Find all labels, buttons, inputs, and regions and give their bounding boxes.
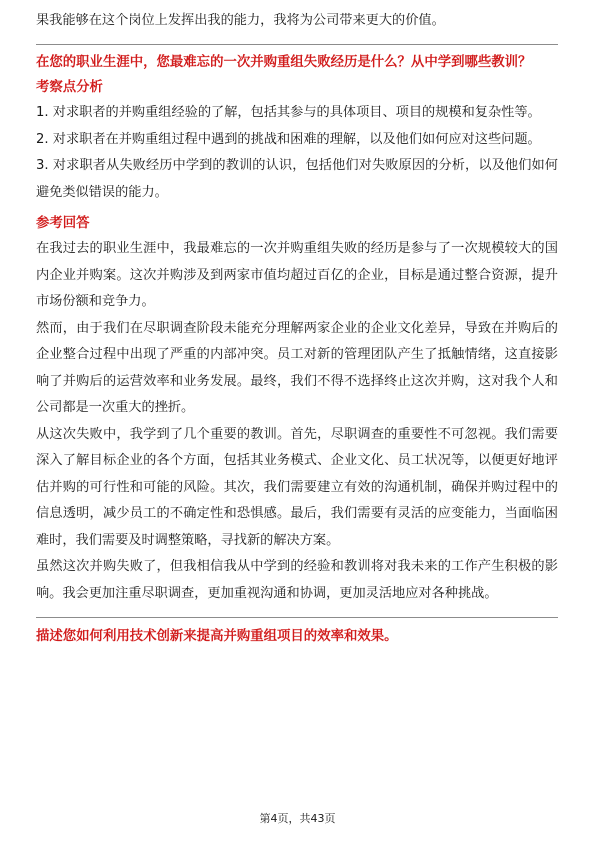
answer-body (36, 236, 558, 607)
page-content (36, 8, 558, 648)
page-number: 第4页，共43页 (259, 812, 336, 825)
previous-answer-tail: 果我能够在这个岗位上发挥出我的能力，我将为公司带来更大的价值。 (36, 13, 445, 28)
divider-bottom (36, 617, 558, 618)
analysis-heading: 考察点分析 (36, 80, 103, 95)
analysis-list (36, 100, 558, 206)
answer-heading: 参考回答 (36, 216, 90, 231)
analysis-item: 2. 对求职者在并购重组过程中遇到的挑战和困难的理解，以及他们如何应对这些问题。 (36, 131, 541, 147)
question-title: 在您的职业生涯中，您最难忘的一次并购重组失败经历是什么？从中学到哪些教训？ (36, 54, 532, 70)
answer-paragraph: 然而，由于我们在尽职调查阶段未能充分理解两家企业的企业文化差异，导致在并购后的企业整合过程中出现了严重的内部冲突。员工对新的管理团队产生了抵触情绪，这直接影响了并购后的运营效率和业务发展。最终，我们不得不选择终止这次并购，这对我个人和公司都是一次重大的挫折。 (36, 320, 558, 415)
divider-top (36, 44, 558, 45)
analysis-item: 1. 对求职者的并购重组经验的了解，包括其参与的具体项目、项目的规模和复杂性等。 (36, 105, 541, 120)
answer-paragraph: 虽然这次并购失败了，但我相信我从中学到的经验和教训将对我未来的工作产生积极的影响。我会更加注重尽职调查，更加重视沟通和协调，更加灵活地应对各种挑战。 (36, 559, 558, 601)
next-question-title: 描述您如何利用技术创新来提高并购重组项目的效率和效果。 (36, 629, 398, 644)
analysis-item: 3. 对求职者从失败经历中学到的教训的认识，包括他们对失败原因的分析，以及他们如何避免类似错误的能力。 (36, 158, 558, 200)
answer-paragraph: 从这次失败中，我学到了几个重要的教训。首先，尽职调查的重要性不可忽视。我们需要深入了解目标企业的各个方面，包括其业务模式、企业文化、员工状况等，以便更好地评估并购的可行性和可能的风险。其次，我们需要建立有效的沟通机制，确保并购过程中的信息透明，减少员工的不确定性和恐惧感。最后，我们需要有灵活的应变能力，当面临困难时，我们需要及时调整策略，寻找新的解决方案。 (36, 426, 558, 548)
answer-paragraph: 在我过去的职业生涯中，我最难忘的一次并购重组失败的经历是参与了一次规模较大的国内企业并购案。这次并购涉及到两家市值均超过百亿的企业，目标是通过整合资源，提升市场份额和竞争力。 (36, 241, 558, 309)
